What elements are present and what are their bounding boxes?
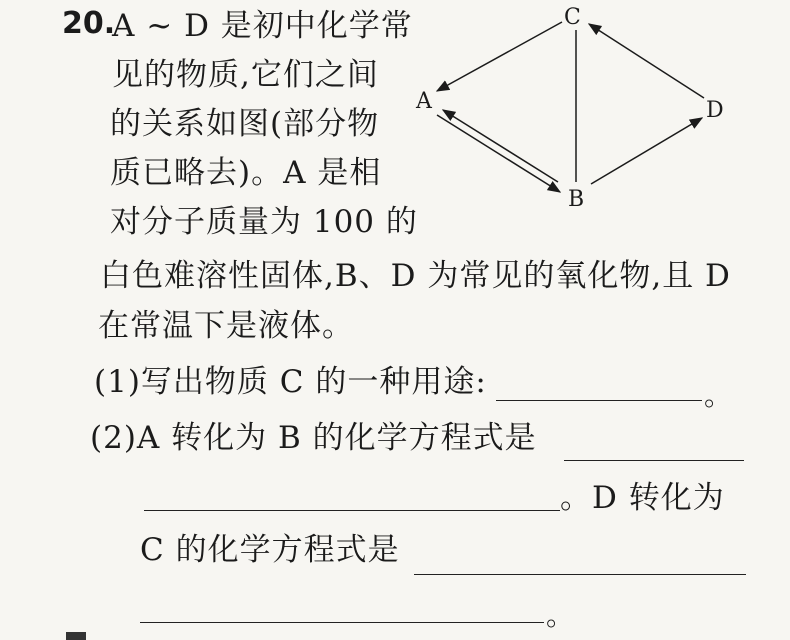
arrow-b-to-a bbox=[443, 110, 558, 182]
arrow-b-to-d bbox=[591, 118, 702, 184]
part-1-end-mark: 。 bbox=[704, 379, 733, 412]
stem-line-2: 见的物质,它们之间 bbox=[112, 57, 379, 93]
part-2-prompt-second: C 的化学方程式是 bbox=[140, 532, 400, 568]
next-question-fragment bbox=[62, 628, 92, 640]
arrow-a-to-b bbox=[437, 115, 560, 192]
node-a-label: A bbox=[416, 89, 432, 114]
stem-line-6: 白色难溶性固体,B、D 为常见的氧化物,且 D bbox=[100, 258, 731, 294]
stem-line-5: 对分子质量为 100 的 bbox=[110, 204, 418, 240]
question-number: 20. bbox=[62, 6, 116, 41]
stem-line-4: 质已略去)。A 是相 bbox=[110, 155, 382, 191]
node-d-label: D bbox=[706, 98, 724, 123]
part-2-end-mark: 。 bbox=[546, 599, 575, 632]
stem-line-3: 的关系如图(部分物 bbox=[110, 106, 380, 142]
part-2-continuation: 。D 转化为 bbox=[560, 480, 725, 516]
part-1-prompt: (1)写出物质 C 的一种用途: bbox=[94, 364, 487, 400]
part-2-prompt: (2)A 转化为 B 的化学方程式是 bbox=[90, 420, 537, 456]
stem-line-7: 在常温下是液体。 bbox=[98, 308, 354, 344]
node-c-label: C bbox=[564, 5, 581, 30]
arrow-d-to-c bbox=[589, 24, 704, 98]
stem-line-1: A ~ D 是初中化学常 bbox=[112, 8, 413, 44]
node-b-label: B bbox=[568, 187, 585, 212]
arrow-c-to-a bbox=[437, 22, 562, 91]
